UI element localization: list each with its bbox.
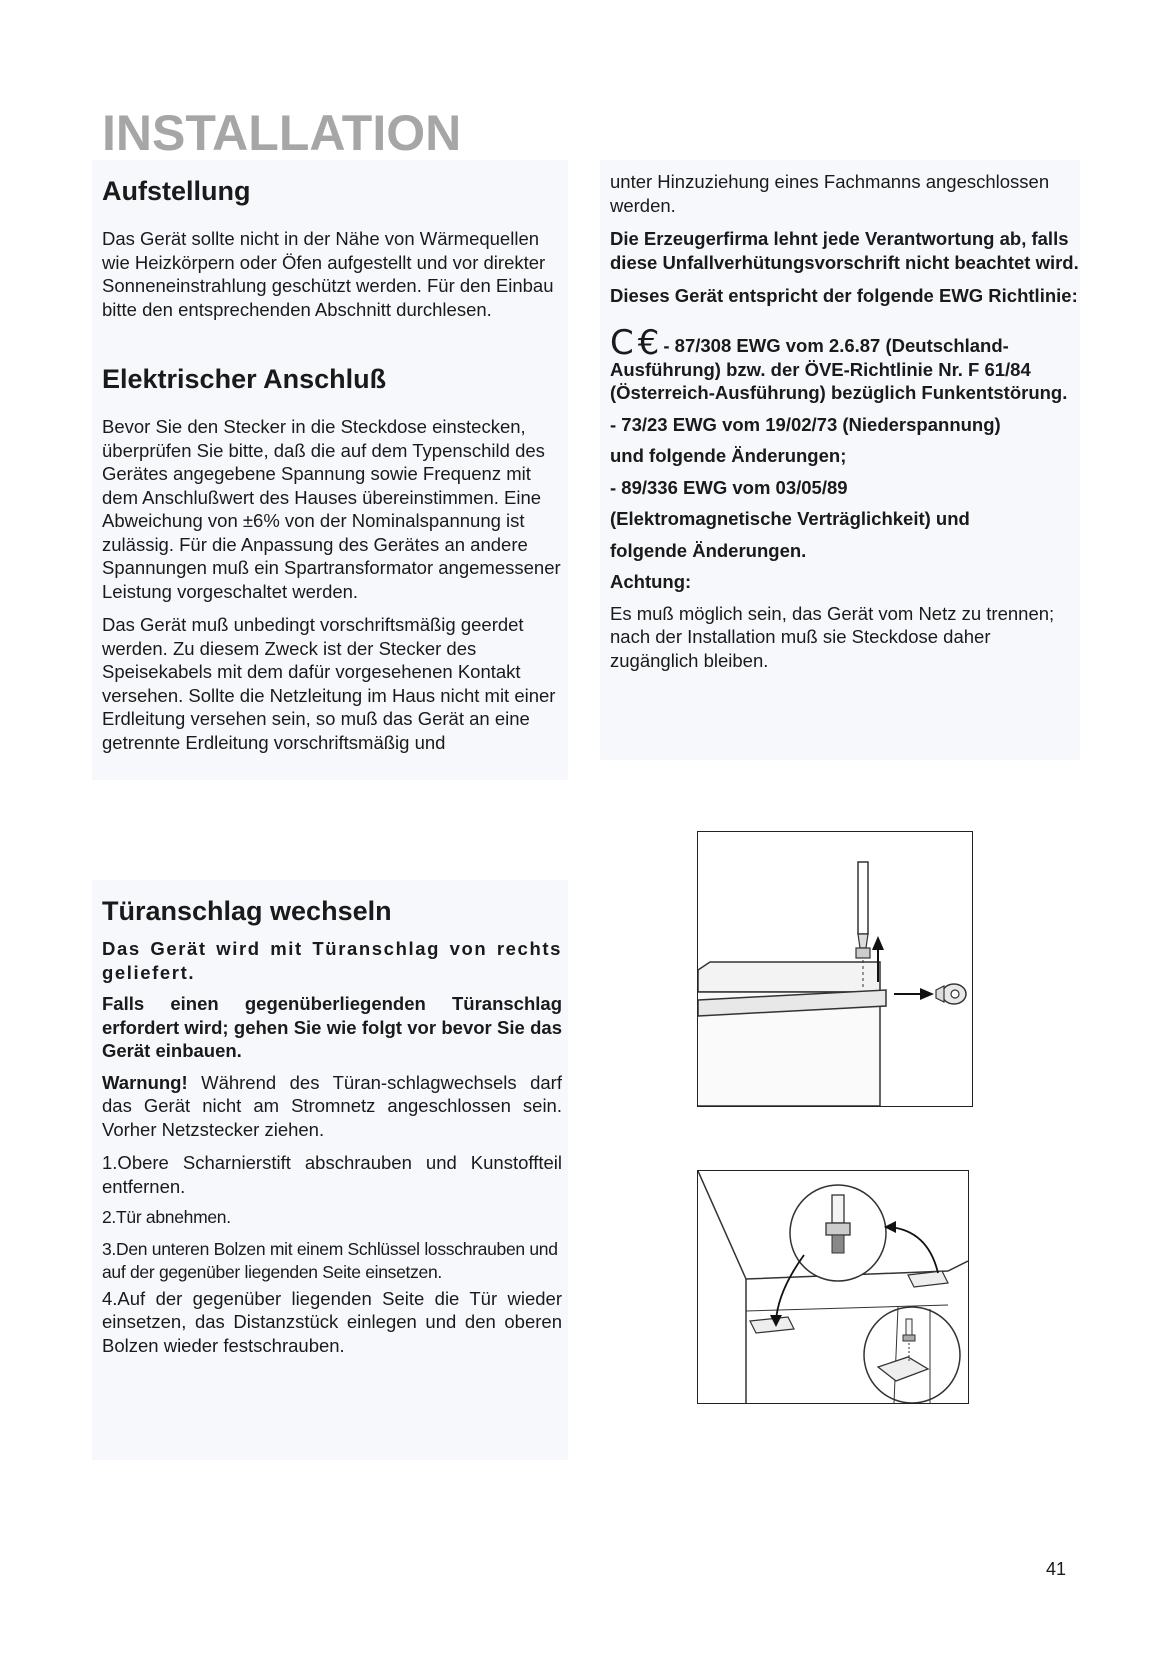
step-1: 1.Obere Scharnierstift abschrauben und Kunstoffteil entfernen. bbox=[102, 1152, 562, 1197]
step-2: 2.Tür abnehmen. bbox=[102, 1207, 231, 1227]
directive-intro: Dieses Gerät entspricht der folgende EWG Richtlinie: bbox=[610, 285, 1078, 306]
section-aufstellung bbox=[102, 176, 562, 321]
continuation-text: unter Hinzuziehung eines Fachmanns angeschlossen werden. bbox=[610, 171, 1050, 216]
elektrisch-paragraph-1: Bevor Sie den Stecker in die Steckdose einstecken, überprüfen Sie bitte, daß die auf dem Typenschild des Gerätes angegebene Spannung sowie Frequenz mit dem Anschlußwert des Hauses übereinstimmen. Eine Abweichung von ±6% von der Nominalspannung ist zulässig. Für die Anpassung des Gerätes an andere Spannungen muß ein Spartransformator angemessener Leistung vorgeschaltet werden. bbox=[102, 416, 561, 602]
warning-text: Während des Türan-schlagwechsels darf das Gerät nicht am Stromnetz angeschlossen sein. Vorher Netzstecker ziehen. bbox=[102, 1071, 562, 1140]
step-3: 3.Den unteren Bolzen mit einem Schlüssel losschrauben und auf der gegenüber liegenden Seite einsetzen. bbox=[102, 1238, 558, 1282]
section-tueranschlag bbox=[102, 896, 562, 1357]
heading-tueranschlag: Türanschlag wechseln bbox=[102, 896, 392, 926]
page-number: 41 bbox=[1046, 1559, 1067, 1579]
section-elektrischer-anschluss bbox=[102, 364, 562, 754]
attention-text: Es muß möglich sein, das Gerät vom Netz zu trennen; nach der Installation muß sie Steckdose daher zugänglich bleiben. bbox=[610, 602, 1055, 671]
warning-label: Warnung! bbox=[102, 1071, 188, 1093]
directive-89-336-amendments: folgende Änderungen. bbox=[610, 539, 807, 561]
directive-87-308-text: - 87/308 EWG vom 2.6.87 (Deutschland-Ausführung) bzw. der ÖVE-Richtlinie Nr. F 61/84 (Österreich-Ausführung) bezüglich Funkentstörung. bbox=[610, 334, 1068, 403]
aufstellung-text: Das Gerät sollte nicht in der Nähe von Wärmequellen wie Heizkörpern oder Öfen aufgestellt und vor direkter Sonneneinstrahlung geschützt werden. Für den Einbau bitte den entsprechenden Abschnitt durchlesen. bbox=[102, 228, 554, 320]
tueranschlag-intro-2: Falls einen gegenüberliegenden Türanschlag erfordert wird; gehen Sie wie folgt vor bevor Sie das Gerät einbauen. bbox=[102, 993, 562, 1061]
attention-label: Achtung: bbox=[610, 571, 692, 592]
page-title: INSTALLATION bbox=[102, 105, 462, 161]
directive-73-23: - 73/23 EWG vom 19/02/73 (Niederspannung) bbox=[610, 413, 1001, 435]
heading-elektrischer-anschluss: Elektrischer Anschluß bbox=[102, 364, 387, 394]
tueranschlag-intro-1: Das Gerät wird mit Türanschlag von rechts geliefert. bbox=[102, 938, 562, 983]
figure-lower-bolt-illustration bbox=[698, 1171, 968, 1403]
section-right-column bbox=[610, 170, 1080, 672]
figure-lower-bolt-relocation bbox=[697, 1170, 969, 1404]
directive-89-336: - 89/336 EWG vom 03/05/89 bbox=[610, 476, 848, 498]
heading-aufstellung: Aufstellung bbox=[102, 176, 251, 206]
directive-89-336-emc: (Elektromagnetische Verträglichkeit) und bbox=[610, 508, 970, 529]
step-4: 4.Auf der gegenüber liegenden Seite die Tür wieder einsetzen, das Distanzstück einlegen und den oberen Bolzen wieder festschrauben. bbox=[102, 1287, 562, 1356]
figure-hinge-pin-illustration bbox=[698, 832, 972, 1106]
directive-87-308 bbox=[610, 322, 1080, 405]
ce-mark-logo: C€ bbox=[610, 322, 664, 363]
elektrisch-paragraph-2: Das Gerät muß unbedingt vorschriftsmäßig geerdet werden. Zu diesem Zweck ist der Stecker des Speisekabels mit dem dafür vorgesehenen Kontakt versehen. Sollte die Netzleitung im Haus nicht mit einer Erdleitung versehen sein, so muß das Gerät an eine getrennte Erdleitung vorschriftsmäßig und bbox=[102, 614, 556, 753]
tueranschlag-warning bbox=[102, 1071, 562, 1142]
liability-text: Die Erzeugerfirma lehnt jede Verantwortung ab, falls diese Unfallverhütungsvorschrift nicht beachtet wird. bbox=[610, 228, 1079, 273]
figure-hinge-pin-removal bbox=[697, 831, 973, 1107]
directive-73-23-amendments: und folgende Änderungen; bbox=[610, 445, 847, 466]
